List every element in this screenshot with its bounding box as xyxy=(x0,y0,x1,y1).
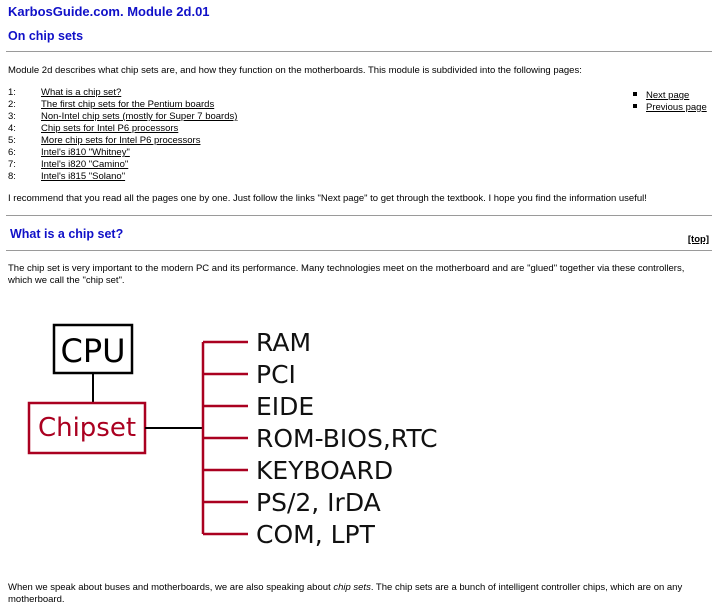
toc-number: 8: xyxy=(8,171,16,182)
recommend-text: I recommend that you read all the pages one by one. Just follow the links "Next page" to get through the textbook. I hope you find the information useful! xyxy=(8,193,647,204)
toc-link[interactable]: Non-Intel chip sets (mostly for Super 7 boards) xyxy=(41,111,238,122)
bus-item-label: PS/2, IrDA xyxy=(256,488,381,517)
chipset-label: Chipset xyxy=(37,413,137,443)
toc-number: 7: xyxy=(8,159,16,170)
section-paragraph-2 xyxy=(8,582,708,606)
toc-link[interactable]: Intel's i820 "Camino" xyxy=(41,159,129,170)
bus-item-label: PCI xyxy=(256,360,296,389)
bullet-icon xyxy=(633,104,637,108)
chipset-diagram xyxy=(0,305,713,555)
section-title: What is a chip set? xyxy=(10,227,124,241)
page-nav xyxy=(633,90,707,113)
toc-link[interactable]: Chip sets for Intel P6 processors xyxy=(41,123,179,134)
toc-number: 2: xyxy=(8,99,16,110)
toc-link[interactable]: The first chip sets for the Pentium boards xyxy=(41,99,215,110)
toc-link[interactable]: Intel's i810 "Whitney" xyxy=(41,147,130,158)
section-paragraph: The chip set is very important to the modern PC and its performance. Many technologies meet on the motherboard and are "glued" together via these controllers, which we call the "chip set". xyxy=(8,263,685,286)
toc-number: 6: xyxy=(8,147,16,158)
cpu-label: CPU xyxy=(60,332,126,370)
toc-link[interactable]: What is a chip set? xyxy=(41,87,122,98)
page-title: On chip sets xyxy=(8,29,84,43)
site-title: KarbosGuide.com. Module 2d.01 xyxy=(8,4,210,19)
cpu-box xyxy=(54,325,132,373)
toc-number: 1: xyxy=(8,87,16,98)
toc-number: 4: xyxy=(8,123,16,134)
next-page-link[interactable]: Next page xyxy=(646,90,690,101)
toc-link[interactable]: Intel's i815 "Solano" xyxy=(41,171,126,182)
divider xyxy=(6,215,712,216)
previous-page-link[interactable]: Previous page xyxy=(646,101,707,113)
toc-number: 3: xyxy=(8,111,16,122)
chipset-box xyxy=(29,403,145,453)
bus-item-label: COM, LPT xyxy=(256,520,375,549)
nav-item-next xyxy=(633,90,707,102)
divider xyxy=(6,51,712,52)
bus-item-label: EIDE xyxy=(256,392,315,421)
bus-item-label: KEYBOARD xyxy=(256,456,394,485)
toc-number: 5: xyxy=(8,135,16,146)
intro-text: Module 2d describes what chip sets are, and how they function on the motherboards. This module is subdivided into the following pages: xyxy=(8,65,582,76)
bus-item-label: RAM xyxy=(256,328,312,357)
top-link[interactable]: [top] xyxy=(687,234,709,245)
nav-item-previous xyxy=(633,102,707,114)
divider xyxy=(6,250,712,251)
para-text: . The chip sets are a bunch of intelligent controller chips, which are on any motherboard. xyxy=(8,582,683,605)
bus-items xyxy=(203,328,438,549)
para-emphasis: chip sets xyxy=(333,582,371,593)
bus-item-label: ROM-BIOS,RTC xyxy=(256,424,438,453)
para-text: When we speak about buses and motherboards, we are also speaking about xyxy=(8,582,334,593)
bullet-icon xyxy=(633,92,637,96)
toc-link[interactable]: More chip sets for Intel P6 processors xyxy=(41,135,201,146)
